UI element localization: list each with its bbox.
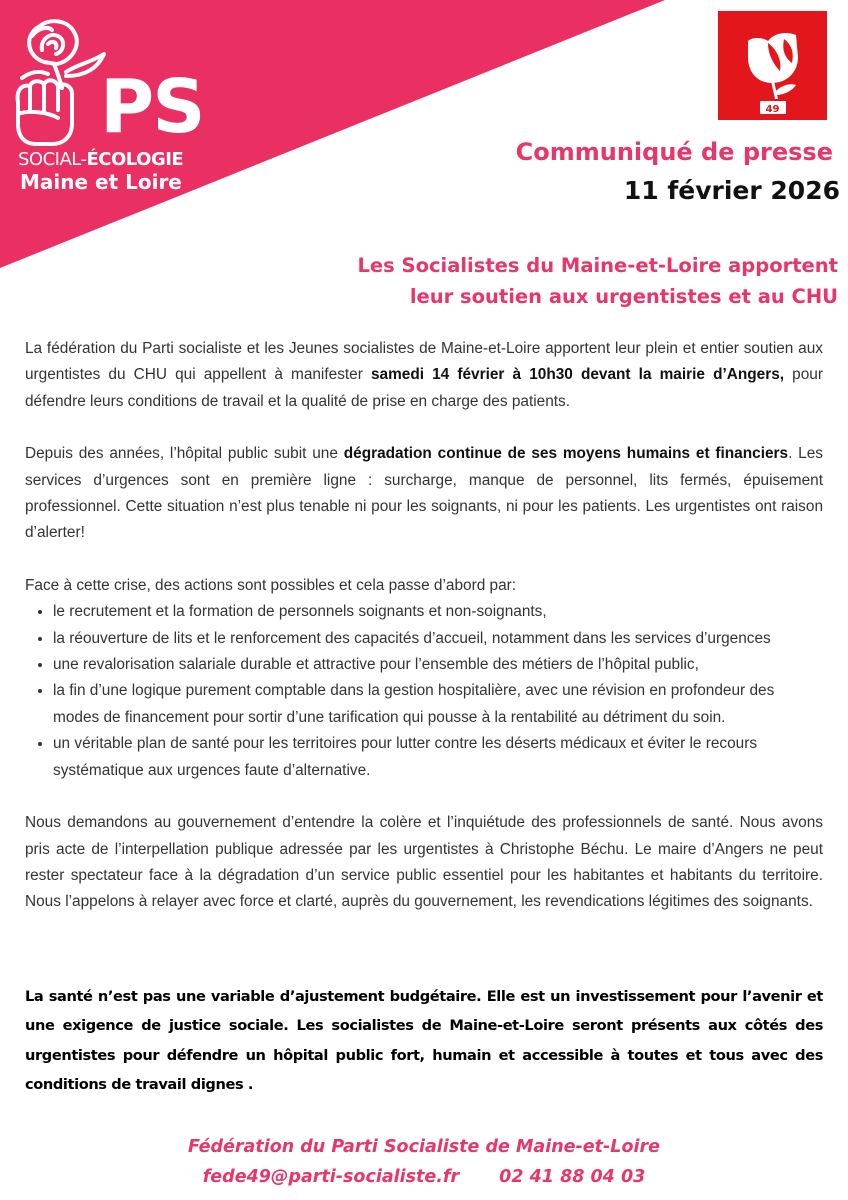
paragraph-1	[25, 336, 823, 415]
list-item: • le recrutement et la formation de personnels soignants et non-soignants,	[53, 599, 823, 625]
federation-badge	[718, 11, 827, 120]
paragraph-1-part-2: pour défendre leurs conditions de travail et la qualité de prise en charge des patients.	[25, 366, 823, 410]
logo-ecologie-text: ÉCOLOGIE	[86, 149, 184, 170]
communique-title: Communiqué de presse	[515, 138, 833, 166]
headline-line-1: Les Socialistes du Maine-et-Loire apportent	[357, 254, 838, 277]
footer-contact	[0, 1167, 848, 1187]
press-release-body	[25, 336, 823, 942]
paragraph-2-part-1: Depuis des années, l’hôpital public subit une	[25, 445, 344, 463]
footer-organization: Fédération du Parti Socialiste de Maine-et-Loire	[188, 1137, 660, 1157]
paragraph-1-bold: samedi 14 février à 10h30 devant la mairie d’Angers,	[370, 366, 785, 384]
list-item: • la réouverture de lits et le renforcement des capacités d’accueil, notamment dans les services d’urgences	[53, 626, 823, 652]
logo-social-text: SOCIAL-	[18, 149, 87, 170]
headline-line-2: leur soutien aux urgentistes et au CHU	[409, 285, 838, 308]
footer-phone[interactable]: 02 41 88 04 03	[499, 1167, 646, 1187]
headline	[198, 250, 838, 312]
list-item: • une revalorisation salariale durable et attractive pour l’ensemble des métiers de l’hôpital public,	[53, 652, 823, 678]
list-item: • la fin d’une logique purement comptable dans la gestion hospitalière, avec une révision en profondeur des modes de financement pour sortir d’une tarification qui pousse à la rentabilité au détriment du soin.	[53, 678, 823, 731]
communique-date: 11 février 2026	[623, 176, 840, 205]
logo-ps-text: PS	[100, 64, 204, 150]
paragraph-2-bold: dégradation continue de ses moyens humains et financiers	[343, 445, 789, 463]
paragraph-1-part-1: La fédération du Parti socialiste et les Jeunes socialistes de Maine-et-Loire apportent leur plein et entier soutien aux urgentistes du CHU qui appellent à manifester	[25, 340, 823, 384]
actions-section	[25, 573, 823, 784]
footer-email[interactable]: fede49@parti-socialiste.fr	[202, 1167, 460, 1187]
paragraph-2-part-2: . Les services d’urgences sont en première ligne : surcharge, manque de personnel, lits fermés, épuisement professionnel. Cette situation n’est plus tenable ni pour les soignants, ni pour les patients. Les urgentistes ont raison d’alerter!	[25, 445, 823, 542]
logo-social-ecologie	[18, 149, 183, 170]
list-item: • un véritable plan de santé pour les territoires pour lutter contre les déserts médicaux et éviter le recours systématique aux urgences faute d’alternative.	[53, 731, 823, 784]
actions-intro: Face à cette crise, des actions sont possibles et cela passe d’abord par:	[25, 576, 517, 594]
rose-fist-icon	[8, 14, 108, 150]
paragraph-3: Nous demandons au gouvernement d’entendre la colère et l’inquiétude des professionnels de santé. Nous avons pris acte de l’interpellation publique adressée par les urgentistes à Christophe Béchu. Le maire d’Angers ne peut rester spectateur face à la dégradation d’un service public essentiel pour les habitantes et habitants du territoire. Nous l’appelons à relayer avec force et clarté, auprès du gouvernement, les revendications légitimes des soignants.	[25, 814, 823, 911]
logo-region-text: Maine et Loire	[20, 170, 182, 194]
badge-number: 49	[765, 104, 780, 115]
actions-list	[25, 599, 823, 784]
conclusion: La santé n’est pas une variable d’ajustement budgétaire. Elle est un investissement pour l’avenir et une exigence de justice sociale. Les socialistes de Maine-et-Loire seront présents aux côtés des urgentistes pour défendre un hôpital public fort, humain et accessible à toutes et tous avec des conditions de travail dignes .	[25, 988, 823, 1093]
paragraph-2	[25, 441, 823, 547]
